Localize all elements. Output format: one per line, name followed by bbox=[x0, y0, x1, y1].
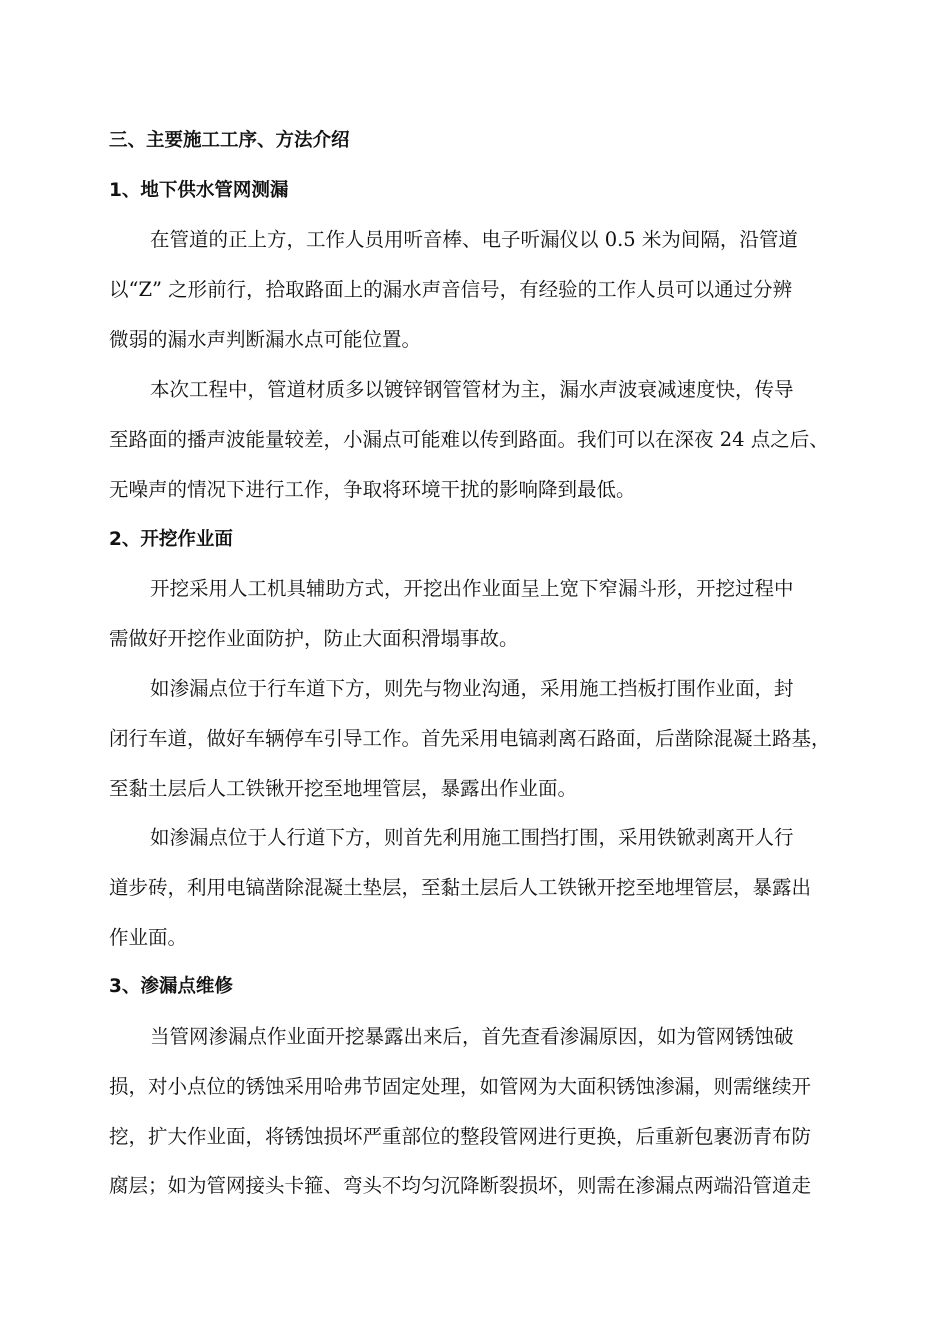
paragraph-line: 挖，扩大作业面，将锈蚀损坏严重部位的整段管网进行更换，后重新包裹沥青布防 bbox=[109, 1125, 812, 1148]
heading-2: 2、开挖作业面 bbox=[109, 529, 233, 550]
paragraph-line: 本次工程中，管道材质多以镀锌钢管管材为主，漏水声波衰减速度快，传导 bbox=[150, 378, 794, 401]
paragraph-line: 道步砖，利用电镐凿除混凝土垫层，至黏土层后人工铁锹开挖至地埋管层，暴露出 bbox=[109, 876, 812, 899]
paragraph-line: 无噪声的情况下进行工作，争取将环境干扰的影响降到最低。 bbox=[109, 478, 636, 501]
paragraph-line: 损，对小点位的锈蚀采用哈弗节固定处理，如管网为大面积锈蚀渗漏，则需继续开 bbox=[109, 1075, 812, 1098]
paragraph-line: 在管道的正上方，工作人员用听音棒、电子听漏仪以 0.5 米为间隔，沿管道 bbox=[150, 228, 798, 251]
paragraph-line: 腐层；如为管网接头卡箍、弯头不均匀沉降断裂损坏，则需在渗漏点两端沿管道走 bbox=[109, 1174, 812, 1197]
paragraph-line: 如渗漏点位于人行道下方，则首先利用施工围挡打围，采用铁锨剥离开人行 bbox=[150, 826, 794, 849]
paragraph-line: 开挖采用人工机具辅助方式，开挖出作业面呈上宽下窄漏斗形，开挖过程中 bbox=[150, 577, 794, 600]
section-title: 三、主要施工工序、方法介绍 bbox=[109, 130, 350, 151]
paragraph-line: 需做好开挖作业面防护，防止大面积滑塌事故。 bbox=[109, 627, 519, 650]
paragraph-line: 当管网渗漏点作业面开挖暴露出来后，首先查看渗漏原因，如为管网锈蚀破 bbox=[150, 1025, 794, 1048]
paragraph-line: 微弱的漏水声判断漏水点可能位置。 bbox=[109, 328, 422, 351]
paragraph-line: 闭行车道，做好车辆停车引导工作。首先采用电镐剥离石路面，后凿除混凝土路基， bbox=[109, 727, 831, 750]
paragraph-line: 如渗漏点位于行车道下方，则先与物业沟通，采用施工挡板打围作业面，封 bbox=[150, 677, 794, 700]
heading-3: 3、渗漏点维修 bbox=[109, 976, 233, 997]
heading-1: 1、地下供水管网测漏 bbox=[109, 180, 289, 201]
paragraph-line: 至路面的播声波能量较差，小漏点可能难以传到路面。我们可以在深夜 24 点之后、 bbox=[109, 428, 829, 451]
paragraph-line: 至黏土层后人工铁锹开挖至地埋管层，暴露出作业面。 bbox=[109, 777, 578, 800]
paragraph-line: 作业面。 bbox=[109, 926, 188, 949]
paragraph-line: 以“Z” 之形前行，拾取路面上的漏水声音信号，有经验的工作人员可以通过分辨 bbox=[109, 278, 793, 301]
